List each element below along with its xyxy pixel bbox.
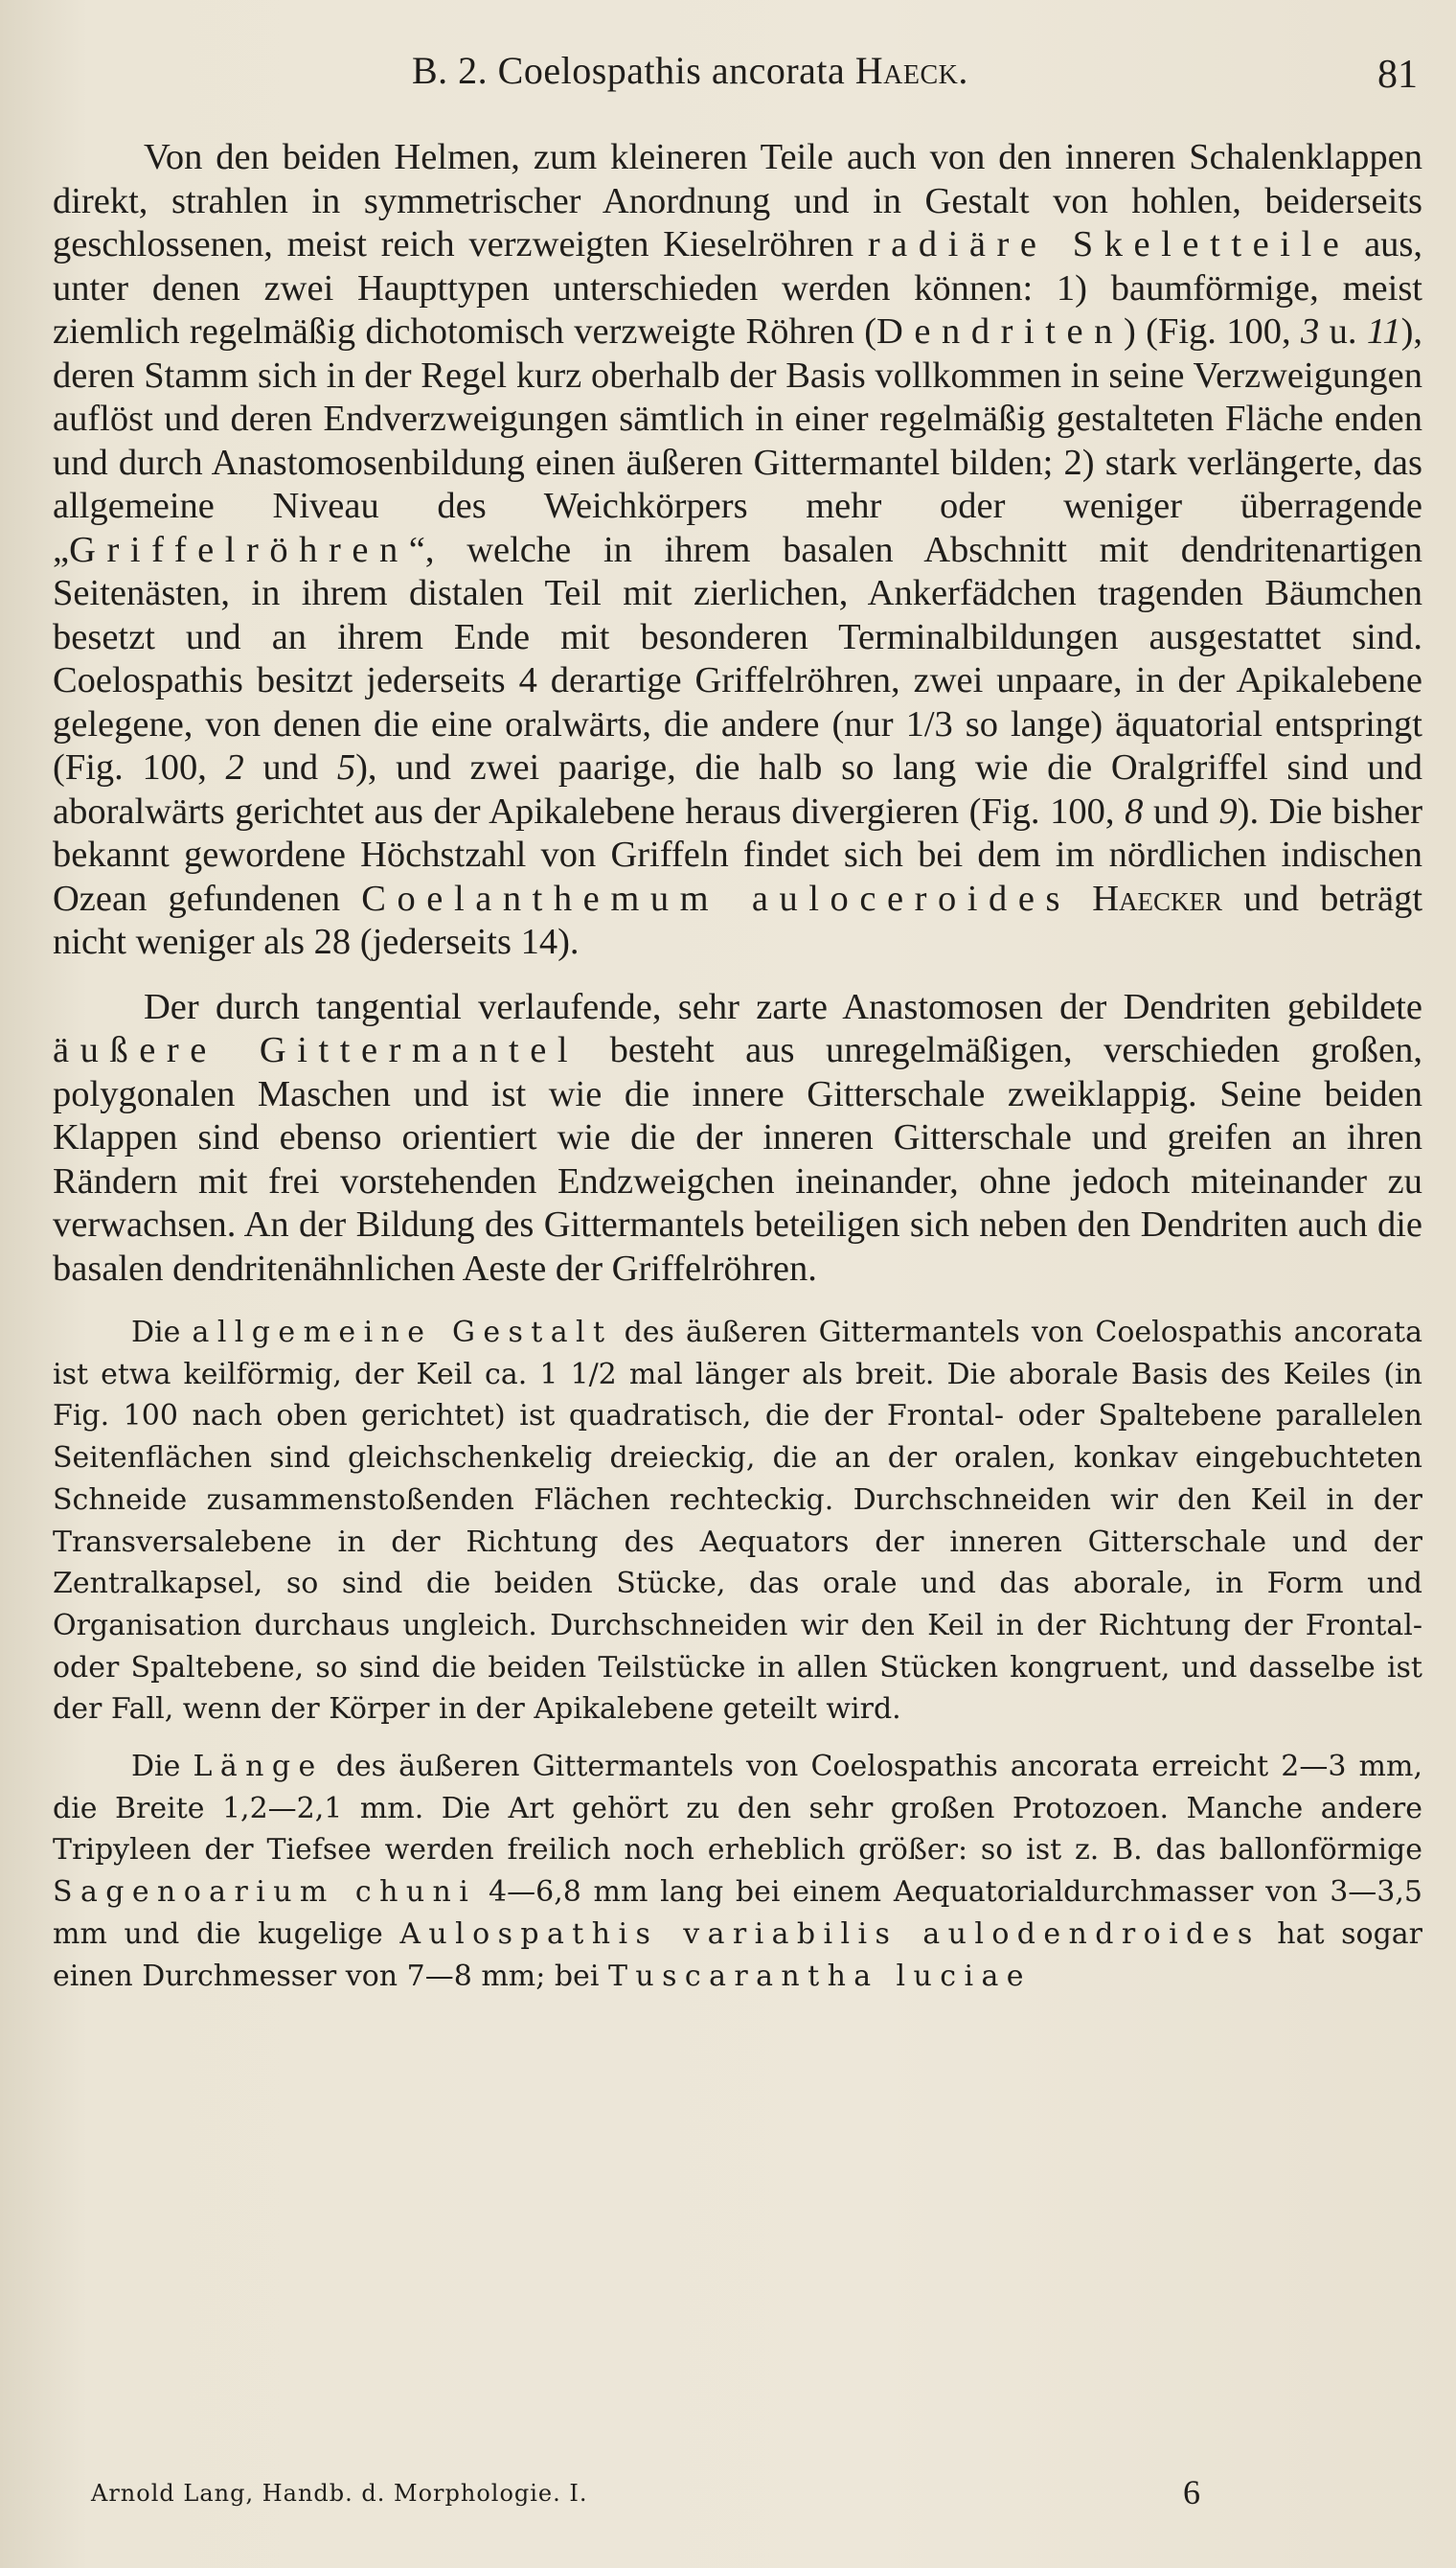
author-name: Haecker <box>1092 878 1222 919</box>
text-run: und <box>1153 791 1209 832</box>
spaced-term: Griffelröhren <box>69 529 409 570</box>
page-number: 81 <box>1377 53 1418 97</box>
text-run: ), deren Stamm sich in der Regel kurz oberhalb der Basis vollkommen in seine Verzweigungen auflöst und deren Endverzweigungen sämtlich in einer regelmäßig gestalteten Fläche enden und durch Anastomosenbildung einen äußeren Gittermantel bilden; 2) stark verlängerte, das allgemeine Niveau des Weichkörpers mehr oder weniger überragende „ <box>53 311 1423 570</box>
text-run: “, welche in ihrem basalen Abschnitt mit dendritenartigen Seitenästen, in ihrem distalen Teil mit zierlichen, Ankerfädchen tragenden Bäumchen besetzt und an ihrem Ende mit besonderen Terminalbildungen ausgestattet sind. Coelospathis besitzt jederseits 4 derartige Griffelröhren, zwei unpaare, in der Apikalebene gelegene, von denen die eine oralwärts, die andere (nur <box>53 529 1422 745</box>
spaced-term: Coelanthemum auloceroides <box>361 878 1071 919</box>
running-head-title <box>412 48 968 93</box>
text-run: des äußeren Gittermantels von Coelospathis ancorata erreicht 2—3 mm, die Breite 1,2—2,1 mm. Die Art gehört zu den sehr großen Protozoen. Manche andere Tripyleen der Tiefsee werden freilich noch erheblich größer: so ist z. B. das ballonförmige <box>53 1750 1422 1868</box>
text-run: des äußeren Gittermantels von Coelospathis ancorata ist etwa keilförmig, der Keil ca. <box>53 1316 1422 1391</box>
text-run: und <box>262 747 319 788</box>
fraction: 1 1/2 <box>539 1357 617 1391</box>
spaced-term: Dendriten <box>876 311 1124 352</box>
figure-ref: 5 <box>336 747 356 788</box>
paragraph-laenge <box>53 1746 1422 1997</box>
figure-ref: 9 <box>1218 791 1238 832</box>
paragraph-skeleton <box>53 136 1422 965</box>
text-run: Die <box>131 1750 181 1784</box>
spaced-term: allgemeine Gestalt <box>192 1316 613 1349</box>
spaced-term: äußere Gittermantel <box>53 1030 580 1070</box>
fraction: 1/3 <box>905 703 953 745</box>
text-run: mal länger als breit. Die aborale Basis des Keiles (in Fig. 100 nach oben gerichtet) ist quadratisch, die der Frontal- oder Spaltebene parallelen Seitenflächen sind gleichschenkelig dreieckig, die an der oralen, konkav eingebuchteten Schneide zusammenstoßenden Flächen rechteckig. Durchschneiden wir den Keil in der Transversalebene in der Richtung des Aequators der inneren Gitterschale und der Zentralkapsel, so sind die beiden Stücke, das orale und das aborale, in Form und Organisation durchaus ungleich. Durchschneiden wir den Keil in der Richtung der Frontal- oder Spaltebene, so sind die beiden Teilstücke in allen Stücken kongruent, und dasselbe ist der Fall, wenn der Körper in der Apikalebene geteilt wird. <box>53 1357 1422 1727</box>
figure-ref: 3 <box>1301 311 1320 352</box>
text-run: ), und zwei paarige, die halb so lang wie die Oralgriffel sind und aboralwärts gerichtet aus der Apikalebene heraus divergieren (Fig. 100, <box>53 747 1423 832</box>
text-run: Die <box>131 1316 181 1349</box>
paragraph-gittermantel <box>53 986 1422 1292</box>
spaced-term: Aulospathis variabilis aulodendroides <box>399 1916 1261 1951</box>
author-abbrev: Haeck. <box>854 49 968 92</box>
section-title: B. 2. Coelospathis ancorata <box>412 49 846 92</box>
page-footer <box>91 2472 1418 2520</box>
paragraph-gestalt <box>53 1312 1422 1731</box>
text-run: Der durch tangential verlaufende, sehr zarte Anastomosen der Dendriten gebildete <box>144 986 1422 1027</box>
text-run: hat sogar einen Durchmesser von 7—8 mm; bei <box>53 1916 1423 1993</box>
figure-ref: 2 <box>225 747 244 788</box>
spaced-term: Sagenoarium chuni <box>53 1875 477 1910</box>
text-run: besteht aus unregelmäßigen, verschieden großen, polygonalen Maschen und ist wie die innere Gitterschale zweiklappig. Seine beiden Klappen sind ebenso orientiert wie die der inneren Gitterschale und greifen an ihren Rändern mit frei vorstehenden Endzweigchen ineinander, ohne jedoch miteinander zu verwachsen. An der Bildung des Gittermantels beteiligen sich neben den Dendriten auch die basalen dendritenähnlichen Aeste der Griffelröhren. <box>53 1030 1422 1289</box>
spaced-term: Tuscarantha luciae <box>607 1959 1032 1993</box>
signature-mark: 6 <box>1183 2473 1200 2511</box>
text-run: Von den beiden Helmen, zum kleineren Teile auch von den inneren Schalenklappen direkt, strahlen in symmetrischer Anordnung und in Gestalt von hohlen, beiderseits geschlossenen, meist reich verzweigten Kieselröhren <box>53 137 1422 264</box>
spaced-term: Länge <box>193 1750 324 1784</box>
text-run: 4—6,8 mm lang bei einem Aequatorialdurchmasser von 3—3,5 mm und die kugelige <box>53 1875 1422 1951</box>
text-run: ). Die bisher bekannt gewordene Höchstzahl von Griffeln findet sich bei dem im nördlichen indischen Ozean gefundenen <box>53 791 1423 919</box>
text-run: aus, unter denen zwei Haupttypen unterschieden werden können: 1) baumförmige, meist ziemlich regelmäßig dichotomisch verzweigte Röhren ( <box>53 224 1423 352</box>
footer-citation: Arnold Lang, Handb. d. Morphologie. I. <box>91 2480 588 2507</box>
figure-ref: 11 <box>1366 311 1401 352</box>
text-run: ) (Fig. 100, <box>1123 311 1291 352</box>
text-run: u. <box>1329 311 1357 352</box>
figure-ref: 8 <box>1125 791 1144 832</box>
body-text <box>53 136 1422 2012</box>
text-run: und beträgt nicht weniger als 28 (jederseits 14). <box>53 878 1423 962</box>
spaced-term: radiäre Skeletteile <box>867 224 1351 264</box>
text-run: so lange) äquatorial entspringt (Fig. 100, <box>53 703 1422 788</box>
running-head <box>57 48 1418 105</box>
